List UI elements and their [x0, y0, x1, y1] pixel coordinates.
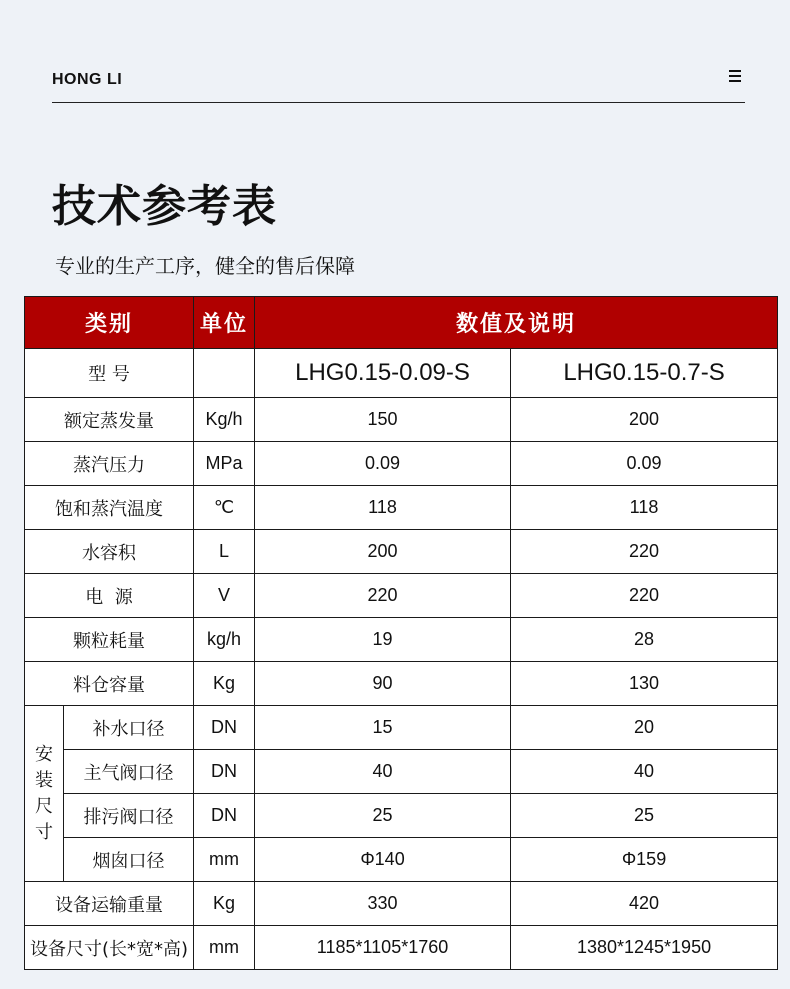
row-value-b: 0.09: [511, 442, 778, 486]
row-label: 设备运输重量: [25, 882, 194, 926]
row-value-b: 20: [511, 706, 778, 750]
row-unit: mm: [194, 926, 255, 970]
group-label-char: 安: [35, 743, 53, 765]
table-row: [25, 486, 778, 530]
row-value-b: 220: [511, 530, 778, 574]
row-label: 补水口径: [64, 706, 194, 750]
table-row: [25, 662, 778, 706]
row-unit: V: [194, 574, 255, 618]
table-row: [25, 574, 778, 618]
table-row: [25, 618, 778, 662]
row-label: 料仓容量: [25, 662, 194, 706]
row-unit: Kg: [194, 882, 255, 926]
group-label-char: 装: [35, 769, 53, 791]
row-value-a: 200: [255, 530, 511, 574]
install-size-group-label: [25, 706, 64, 882]
row-label: 设备尺寸(长*宽*高): [25, 926, 194, 970]
row-value-b: 40: [511, 750, 778, 794]
row-value-b: 1380*1245*1950: [511, 926, 778, 970]
row-label: 饱和蒸汽温度: [25, 486, 194, 530]
table-row: [25, 838, 778, 882]
row-label: 水容积: [25, 530, 194, 574]
row-value-a: 150: [255, 398, 511, 442]
row-value-a: 0.09: [255, 442, 511, 486]
row-label: 型 号: [25, 349, 194, 398]
spec-table: [24, 296, 778, 970]
row-label: 烟囱口径: [64, 838, 194, 882]
row-value-a: 90: [255, 662, 511, 706]
row-value-a: 118: [255, 486, 511, 530]
row-unit: [194, 349, 255, 398]
table-row: [25, 706, 778, 750]
row-unit: DN: [194, 706, 255, 750]
row-label: 蒸汽压力: [25, 442, 194, 486]
row-value-a: 25: [255, 794, 511, 838]
row-value-a: 330: [255, 882, 511, 926]
header-unit: 单位: [194, 297, 255, 349]
row-value-b: 420: [511, 882, 778, 926]
row-label: 颗粒耗量: [25, 618, 194, 662]
table-row: [25, 398, 778, 442]
table-row: [25, 442, 778, 486]
row-value-a: Φ140: [255, 838, 511, 882]
row-value-a: 220: [255, 574, 511, 618]
row-value-b: 220: [511, 574, 778, 618]
row-value-b: 28: [511, 618, 778, 662]
row-value-a: 19: [255, 618, 511, 662]
table-row-model: [25, 349, 778, 398]
row-value-b: 25: [511, 794, 778, 838]
row-value-a: 15: [255, 706, 511, 750]
row-value-b: Φ159: [511, 838, 778, 882]
row-label: 主气阀口径: [64, 750, 194, 794]
row-value-b: 118: [511, 486, 778, 530]
top-navigation-bar: [52, 60, 745, 103]
row-value-b: 130: [511, 662, 778, 706]
row-unit: Kg: [194, 662, 255, 706]
row-label: 排污阀口径: [64, 794, 194, 838]
row-unit: kg/h: [194, 618, 255, 662]
row-label: 电 源: [25, 574, 194, 618]
row-value-b: LHG0.15-0.7-S: [511, 349, 778, 398]
row-value-a: 40: [255, 750, 511, 794]
group-label-char: 尺: [35, 795, 53, 817]
row-unit: MPa: [194, 442, 255, 486]
table-row: [25, 794, 778, 838]
table-row: [25, 750, 778, 794]
row-value-b: 200: [511, 398, 778, 442]
row-unit: L: [194, 530, 255, 574]
table-row: [25, 882, 778, 926]
row-label: 额定蒸发量: [25, 398, 194, 442]
table-row: [25, 926, 778, 970]
table-row: [25, 530, 778, 574]
row-unit: DN: [194, 794, 255, 838]
row-value-a: LHG0.15-0.09-S: [255, 349, 511, 398]
row-value-a: 1185*1105*1760: [255, 926, 511, 970]
hamburger-menu-icon[interactable]: [729, 70, 741, 82]
table-header-row: [25, 297, 778, 349]
page-subtitle: 专业的生产工序，健全的售后保障: [55, 254, 355, 278]
page-title: 技术参考表: [52, 181, 277, 232]
group-label-char: 寸: [35, 821, 53, 843]
row-unit: ℃: [194, 486, 255, 530]
row-unit: mm: [194, 838, 255, 882]
row-unit: DN: [194, 750, 255, 794]
header-category: 类别: [25, 297, 194, 349]
row-unit: Kg/h: [194, 398, 255, 442]
header-values: 数值及说明: [255, 297, 778, 349]
brand-logo-text[interactable]: HONG LI: [52, 71, 123, 88]
